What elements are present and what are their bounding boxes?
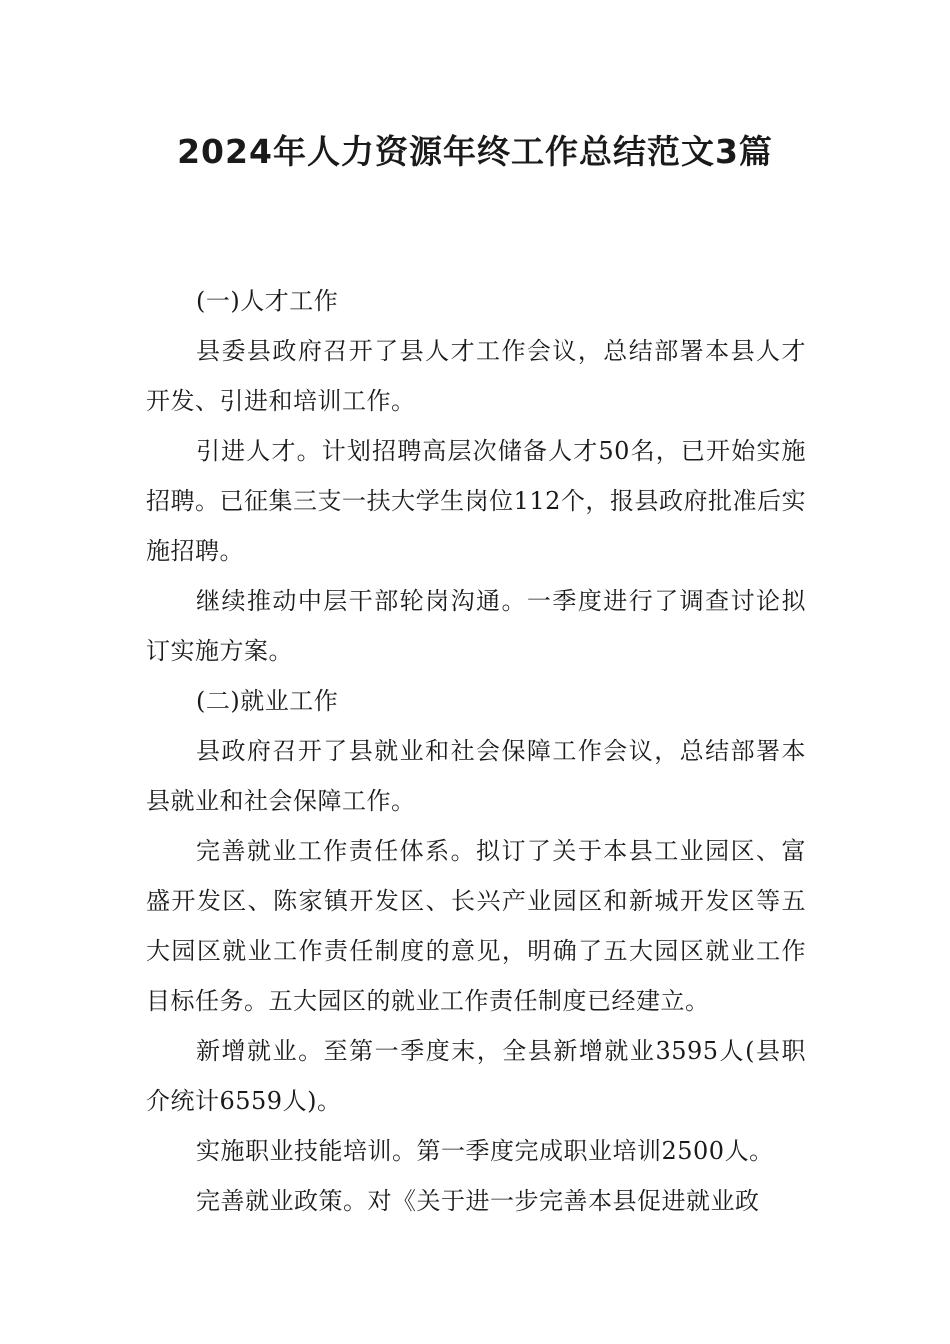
paragraph-talent-recruitment: 引进人才。计划招聘高层次储备人才50名，已开始实施招聘。已征集三支一扶大学生岗位112个，报县政府批准后实施招聘。 xyxy=(146,437,806,565)
document-title: 2024年人力资源年终工作总结范文3篇 xyxy=(177,132,773,171)
document-body xyxy=(146,276,806,1226)
section-heading-employment: (二)就业工作 xyxy=(196,687,339,715)
paragraph-skills-training: 实施职业技能培训。第一季度完成职业培训2500人。 xyxy=(196,1137,774,1165)
paragraph-employment-meeting: 县政府召开了县就业和社会保障工作会议，总结部署本县就业和社会保障工作。 xyxy=(146,737,806,815)
paragraph-new-employment: 新增就业。至第一季度末，全县新增就业3595人(县职介统计6559人)。 xyxy=(146,1037,806,1115)
paragraph-cadre-rotation: 继续推动中层干部轮岗沟通。一季度进行了调查讨论拟订实施方案。 xyxy=(146,587,806,665)
paragraph-employment-policy: 完善就业政策。对《关于进一步完善本县促进就业政 xyxy=(196,1187,760,1215)
paragraph-responsibility-system: 完善就业工作责任体系。拟订了关于本县工业园区、富盛开发区、陈家镇开发区、长兴产业园区和新城开发区等五大园区就业工作责任制度的意见，明确了五大园区就业工作目标任务。五大园区的就业工作责任制度已经建立。 xyxy=(146,837,806,1015)
section-heading-talent: (一)人才工作 xyxy=(196,287,339,315)
paragraph-talent-meeting: 县委县政府召开了县人才工作会议，总结部署本县人才开发、引进和培训工作。 xyxy=(146,337,806,415)
